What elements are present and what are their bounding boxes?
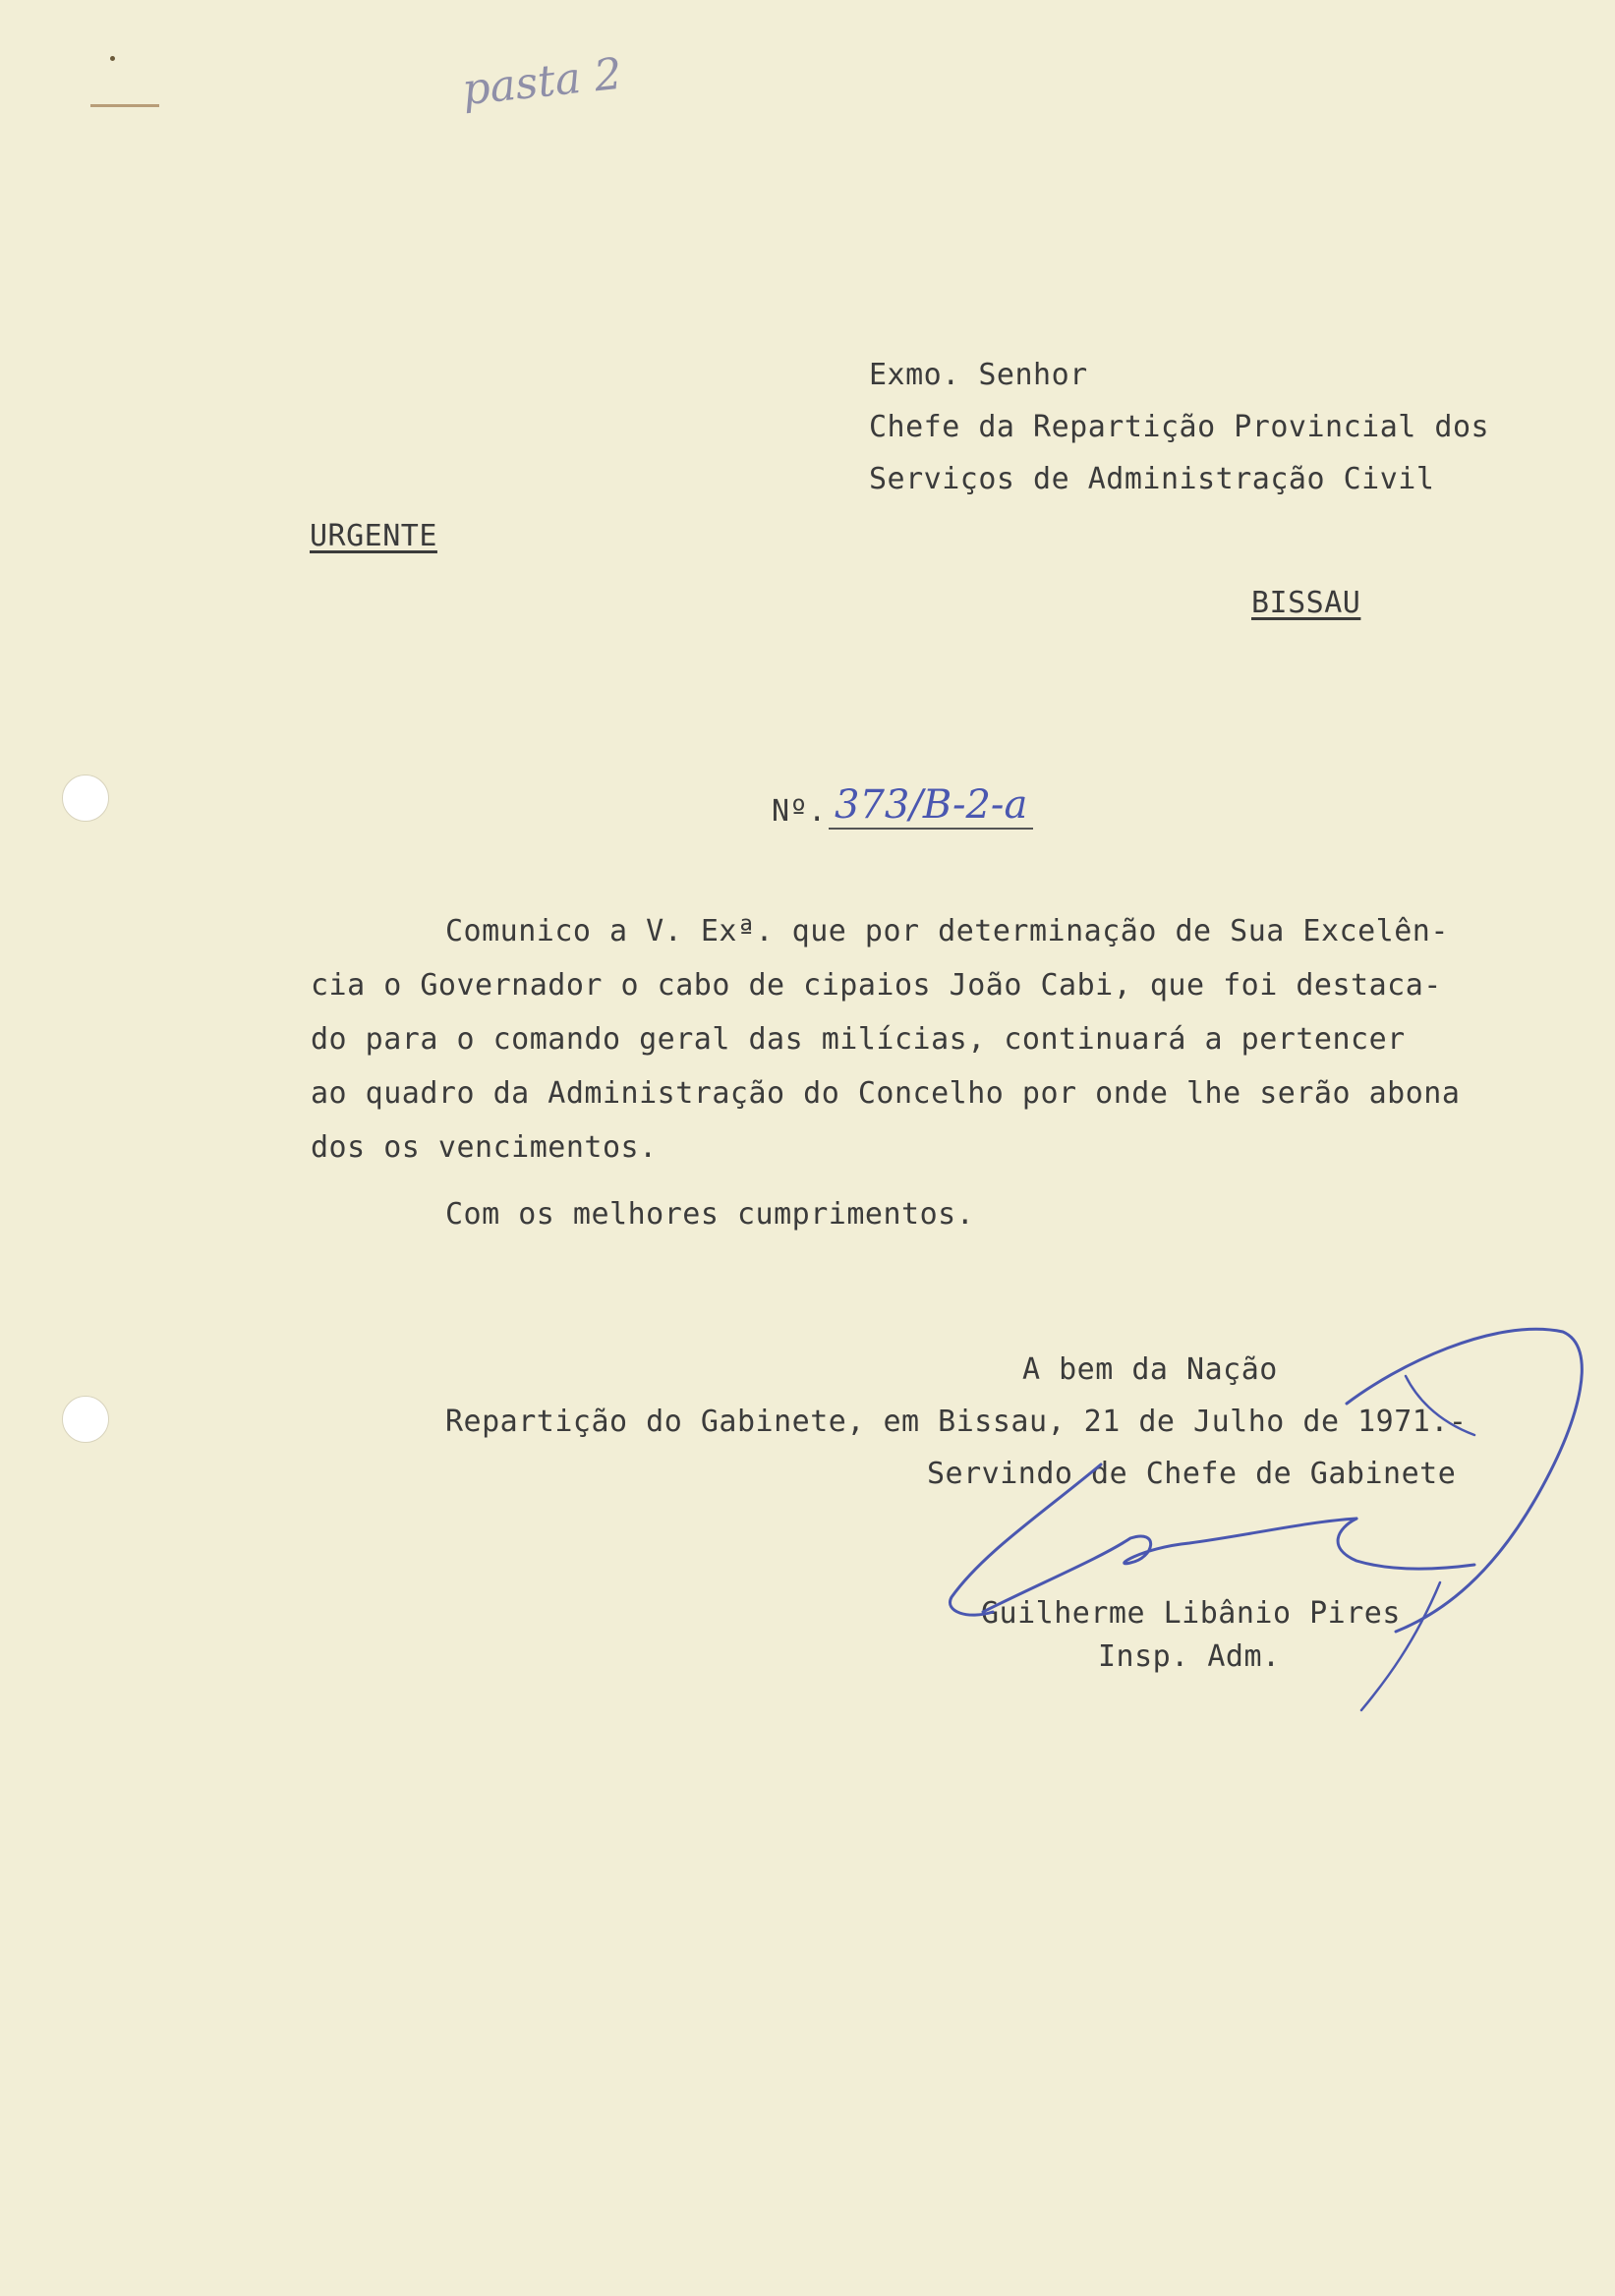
signatory-role: Servindo de Chefe de Gabinete [927,1457,1457,1491]
body-line: ao quadro da Administração do Concelho por onde lhe serão abona [311,1076,1461,1111]
closing-line: Com os melhores cumprimentos. [445,1197,975,1232]
salutation: A bem da Nação [1022,1352,1278,1387]
addressee-line-1: Exmo. Senhor [869,358,1088,392]
addressee-line-2: Chefe da Repartição Provincial dos [869,410,1490,444]
body-line: do para o comando geral das milícias, continuará a pertencer [311,1022,1406,1057]
body-line: dos os vencimentos. [311,1130,658,1165]
body-line: cia o Governador o cabo de cipaios João Cabi, que foi destaca- [311,968,1442,1003]
reference-prefix: Nº. [772,794,827,829]
addressee-city: BISSAU [1251,586,1361,620]
handwritten-note: pasta 2 [459,48,625,116]
urgency-label: URGENTE [310,519,437,553]
addressee-line-3: Serviços de Administração Civil [869,462,1435,496]
body-line: Comunico a V. Exª. que por determinação de Sua Excelên- [445,914,1449,948]
signatory-name: Guilherme Libânio Pires [981,1596,1401,1631]
place-date: Repartição do Gabinete, em Bissau, 21 de Julho de 1971.- [445,1405,1468,1439]
reference-number: 373/B-2-a [829,782,1033,830]
signatory-title: Insp. Adm. [1098,1639,1281,1674]
